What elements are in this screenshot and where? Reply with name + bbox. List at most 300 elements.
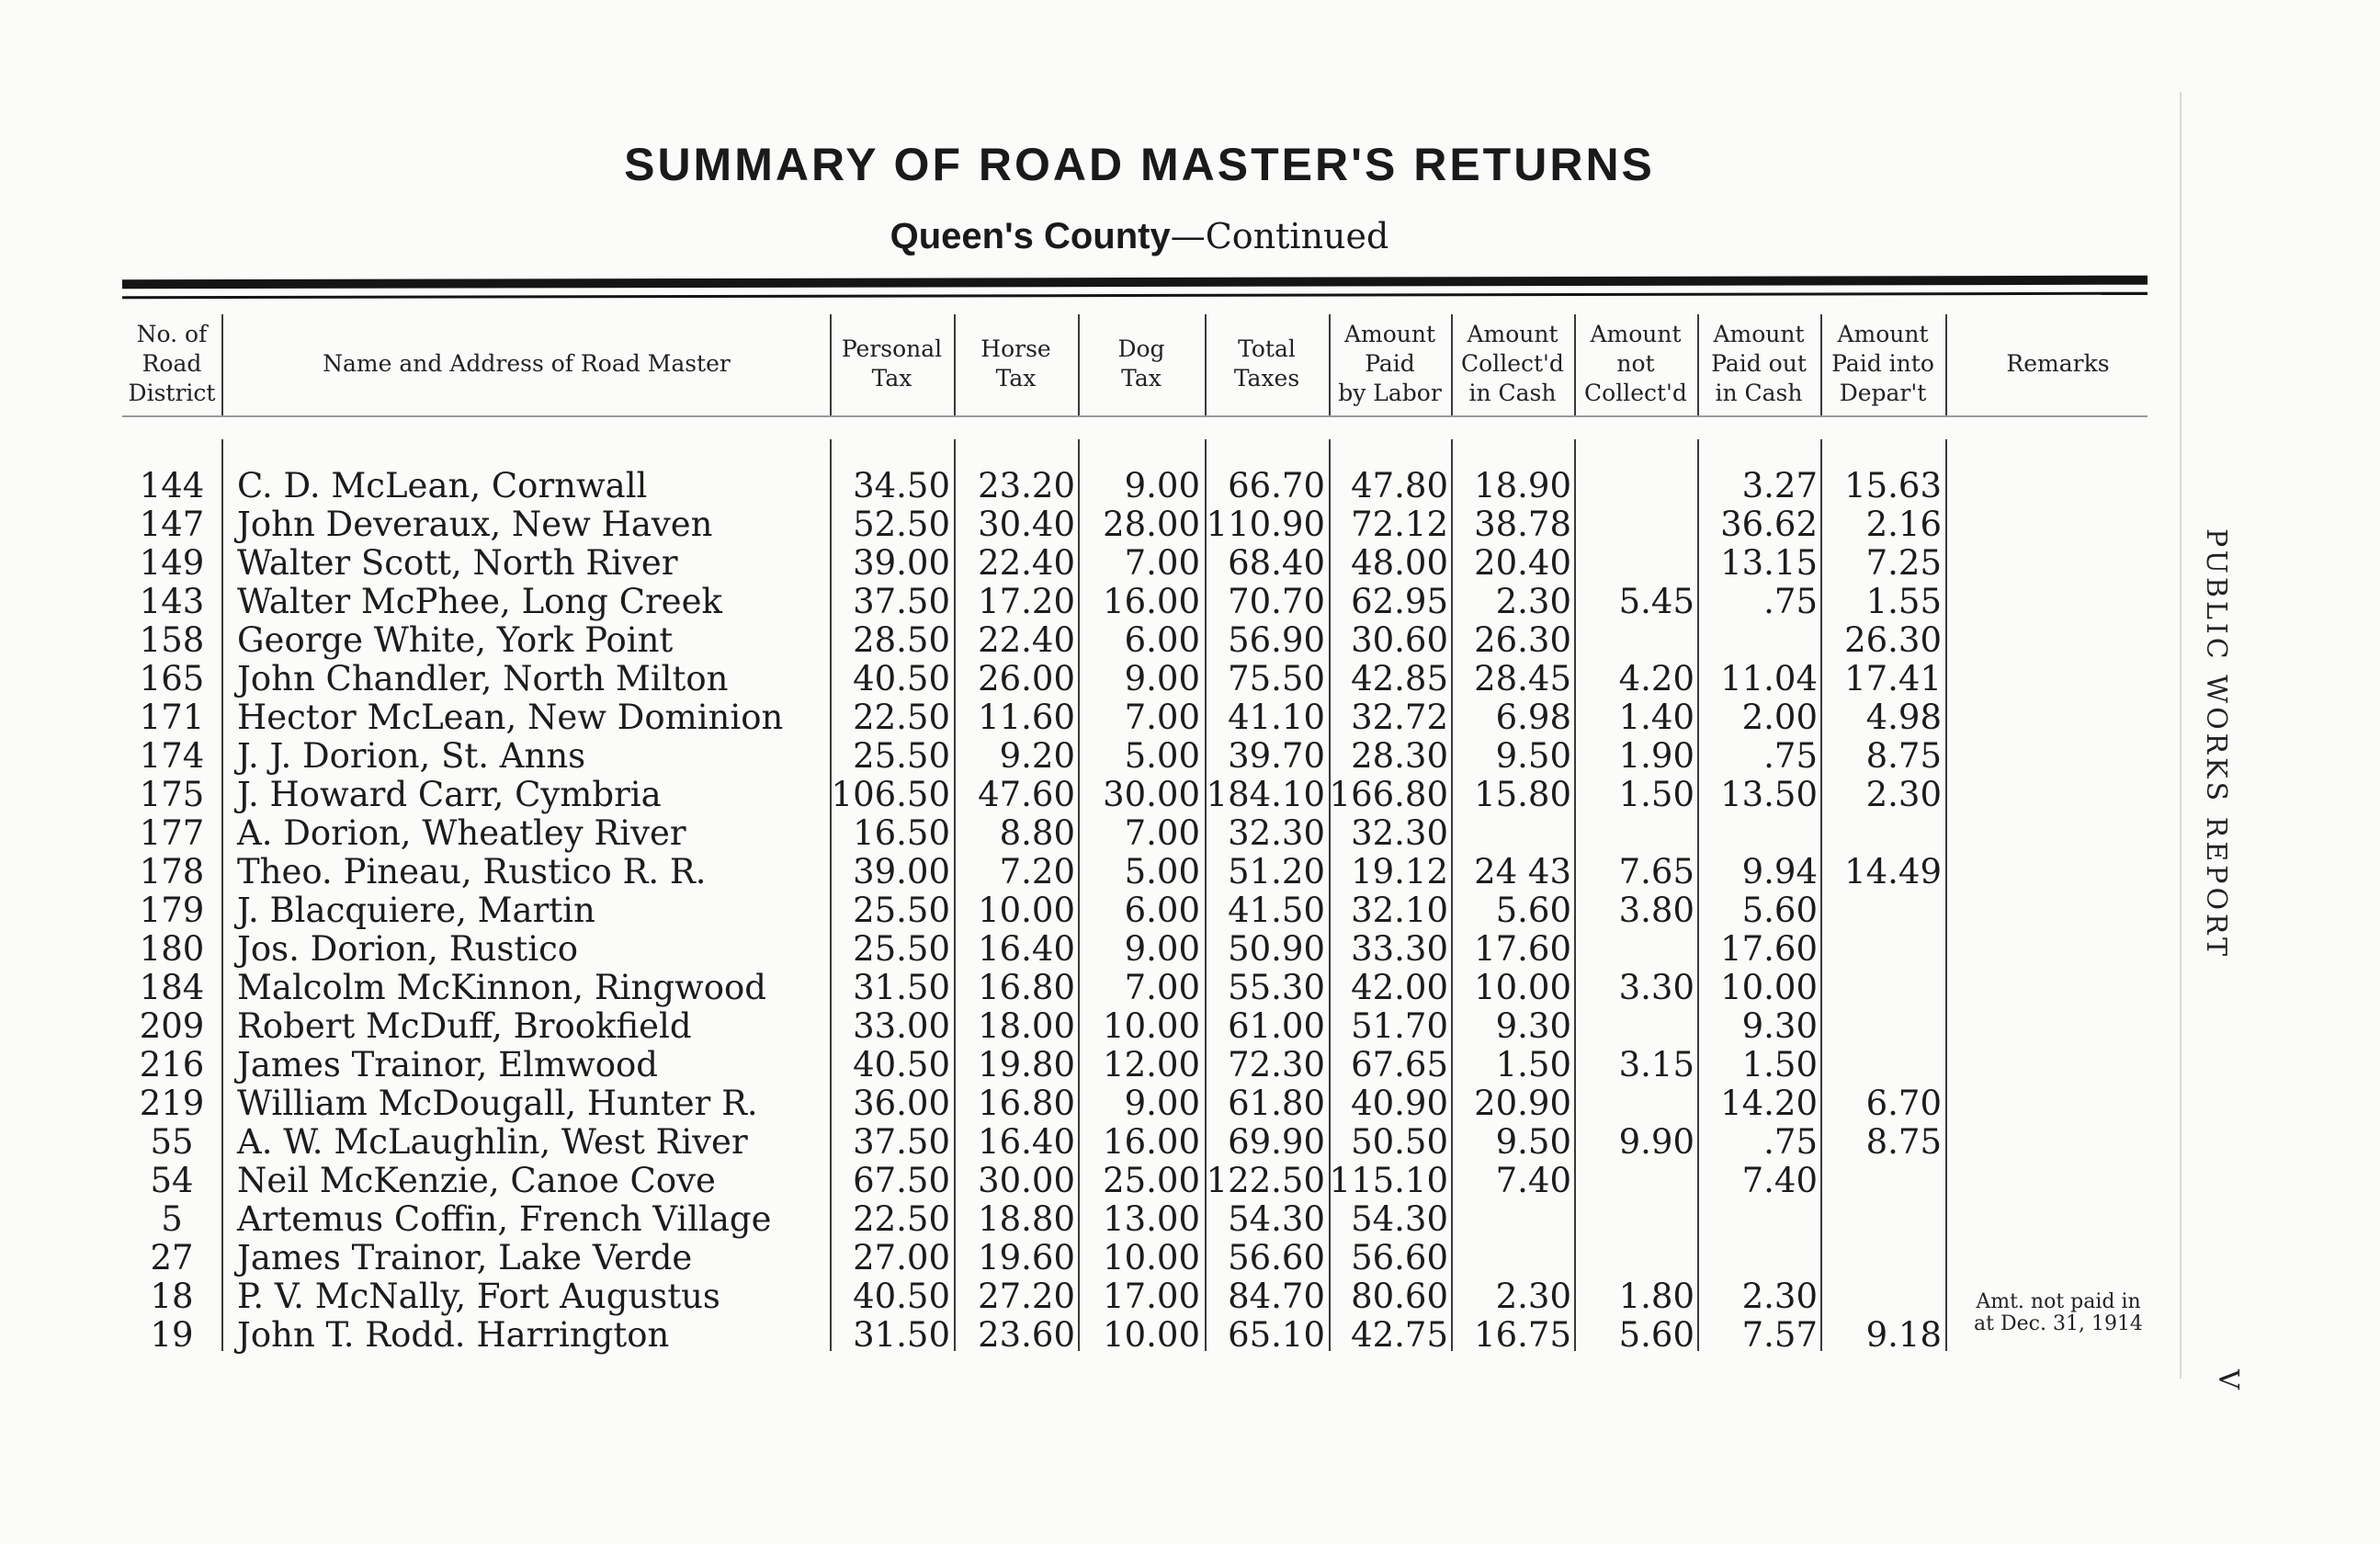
cell-dog-tax: 7.00 [1124,968,1200,1007]
header-remarks: Remarks [2006,350,2110,377]
cell-paid-out-cash: 9.94 [1741,852,1818,891]
cell-district-no: 209 [139,1006,205,1046]
cell-total-taxes: 41.10 [1228,698,1325,737]
cell-district-no: 54 [150,1161,194,1200]
cell-district-no: 144 [139,466,205,505]
cell-total-taxes: 56.90 [1228,620,1325,660]
cell-paid-out-cash: 14.20 [1720,1084,1818,1123]
cell-paid-out-cash: 7.40 [1741,1161,1818,1200]
thin-rule [122,292,2148,300]
cell-dog-tax: 12.00 [1103,1045,1200,1084]
cell-horse-tax: 30.00 [978,1161,1075,1200]
table-row [0,814,2380,853]
cell-total-taxes: 41.50 [1228,891,1325,930]
cell-paid-by-labor: 80.60 [1351,1277,1448,1316]
cell-district-no: 219 [139,1084,205,1123]
cell-collected-cash: 9.50 [1495,736,1571,776]
cell-paid-into-depart: 2.30 [1865,775,1942,814]
cell-paid-by-labor: 56.60 [1351,1238,1448,1277]
cell-horse-tax: 16.40 [978,1122,1075,1162]
cell-paid-into-depart: 4.98 [1865,698,1942,737]
cell-collected-cash [1452,1239,1571,1277]
cell-name-address: C. D. McLean, Cornwall [237,466,648,505]
page-letter: V [2212,1369,2244,1390]
table-row [0,969,2380,1007]
cell-paid-by-labor: 40.90 [1351,1084,1448,1123]
cell-dog-tax: 13.00 [1103,1199,1200,1239]
column-rule [1697,314,1699,415]
cell-not-collected: 7.65 [1618,852,1694,891]
table-row [0,660,2380,698]
cell-horse-tax: 8.80 [999,813,1075,853]
cell-collected-cash: 18.90 [1474,466,1571,505]
cell-paid-by-labor: 115.10 [1329,1161,1448,1200]
cell-paid-into-depart: 15.63 [1844,466,1942,505]
cell-horse-tax: 18.00 [978,1006,1075,1046]
cell-paid-out-cash: 2.30 [1741,1277,1818,1316]
cell-total-taxes: 68.40 [1228,543,1325,583]
column-rule [1205,314,1207,415]
cell-district-no: 174 [139,736,205,776]
cell-not-collected: 1.80 [1618,1277,1694,1316]
cell-name-address: A. Dorion, Wheatley River [237,813,686,853]
header-paid-out-cash: Amount Paid out in Cash [1711,321,1807,406]
cell-name-address: J. Howard Carr, Cymbria [237,775,662,814]
column-rule [1945,314,1947,415]
cell-paid-by-labor: 33.30 [1351,929,1448,969]
cell-collected-cash [1452,1200,1571,1239]
cell-name-address: John Deveraux, New Haven [237,505,713,544]
cell-district-no: 147 [139,505,205,544]
cell-total-taxes: 51.20 [1228,852,1325,891]
cell-paid-into-depart: 7.25 [1865,543,1942,583]
table-row [0,1239,2380,1277]
cell-district-no: 175 [139,775,205,814]
header-dog-tax: Dog Tax [1117,335,1165,392]
cell-dog-tax: 10.00 [1103,1238,1200,1277]
cell-total-taxes: 32.30 [1228,813,1325,853]
table-row [0,1200,2380,1239]
cell-total-taxes: 61.00 [1228,1006,1325,1046]
cell-not-collected: 1.90 [1618,736,1694,776]
cell-district-no: 5 [161,1199,183,1239]
table-row [0,1123,2380,1162]
table-row [0,891,2380,930]
cell-collected-cash: 9.50 [1495,1122,1571,1162]
header-paid-by-labor: Amount Paid by Labor [1338,321,1442,406]
cell-personal-tax: 39.00 [853,543,950,583]
cell-not-collected [1575,930,1694,969]
cell-horse-tax: 23.60 [978,1315,1075,1355]
table-row [0,505,2380,544]
table-row [0,1007,2380,1046]
cell-paid-by-labor: 47.80 [1351,466,1448,505]
cell-personal-tax: 25.50 [853,891,950,930]
cell-paid-by-labor: 62.95 [1351,582,1448,621]
cell-not-collected: 9.90 [1618,1122,1694,1162]
cell-paid-into-depart [1822,891,1942,930]
cell-total-taxes: 65.10 [1228,1315,1325,1355]
cell-paid-by-labor: 30.60 [1351,620,1448,660]
table-body [0,467,2380,1355]
cell-total-taxes: 184.10 [1206,775,1325,814]
cell-paid-by-labor: 32.72 [1351,698,1448,737]
cell-paid-into-depart [1822,1162,1942,1200]
cell-district-no: 18 [150,1277,194,1316]
cell-dog-tax: 16.00 [1103,582,1200,621]
cell-total-taxes: 66.70 [1228,466,1325,505]
cell-dog-tax: 5.00 [1124,736,1200,776]
cell-paid-by-labor: 67.65 [1351,1045,1448,1084]
header-total-taxes: Total Taxes [1233,335,1300,392]
cell-district-no: 149 [139,543,205,583]
cell-personal-tax: 40.50 [853,1277,950,1316]
cell-paid-into-depart: 8.75 [1865,736,1942,776]
cell-personal-tax: 27.00 [853,1238,950,1277]
cell-collected-cash: 20.40 [1474,543,1571,583]
cell-dog-tax: 9.00 [1124,929,1200,969]
cell-name-address: John T. Rodd. Harrington [237,1315,670,1355]
cell-not-collected [1575,814,1694,853]
cell-name-address: John Chandler, North Milton [237,659,729,698]
cell-paid-out-cash: 11.04 [1720,659,1818,698]
cell-dog-tax: 7.00 [1124,543,1200,583]
cell-paid-into-depart [1822,1239,1942,1277]
cell-district-no: 165 [139,659,205,698]
cell-paid-by-labor: 32.30 [1351,813,1448,853]
cell-name-address: P. V. McNally, Fort Augustus [237,1277,720,1316]
cell-horse-tax: 27.20 [978,1277,1075,1316]
cell-paid-into-depart: 2.16 [1865,505,1942,544]
table-row [0,1046,2380,1084]
cell-paid-by-labor: 166.80 [1329,775,1448,814]
cell-collected-cash: 17.60 [1474,929,1571,969]
cell-paid-out-cash: 2.00 [1741,698,1818,737]
header-collected-cash: Amount Collect'd in Cash [1461,321,1564,406]
cell-paid-out-cash: 9.30 [1741,1006,1818,1046]
page-subtitle [0,216,2279,257]
column-rule [1451,314,1453,415]
cell-total-taxes: 84.70 [1228,1277,1325,1316]
cell-paid-into-depart [1822,814,1942,853]
table-row [0,930,2380,969]
subtitle-continued: —Continued [1170,216,1389,256]
cell-horse-tax: 18.80 [978,1199,1075,1239]
subtitle-county: Queen's County [890,216,1171,256]
cell-paid-out-cash: 13.15 [1720,543,1818,583]
cell-collected-cash: 15.80 [1474,775,1571,814]
column-rule [1329,314,1331,415]
cell-not-collected: 3.15 [1618,1045,1694,1084]
cell-personal-tax: 36.00 [853,1084,950,1123]
cell-dog-tax: 9.00 [1124,1084,1200,1123]
cell-paid-by-labor: 19.12 [1351,852,1448,891]
cell-personal-tax: 67.50 [853,1161,950,1200]
cell-paid-into-depart [1822,930,1942,969]
cell-not-collected: 1.50 [1618,775,1694,814]
cell-collected-cash: 16.75 [1474,1315,1571,1355]
column-rule [1078,314,1080,415]
cell-personal-tax: 37.50 [853,1122,950,1162]
cell-horse-tax: 10.00 [978,891,1075,930]
column-rule [1574,314,1576,415]
cell-district-no: 27 [150,1238,194,1277]
cell-total-taxes: 69.90 [1228,1122,1325,1162]
cell-horse-tax: 16.80 [978,968,1075,1007]
cell-dog-tax: 17.00 [1103,1277,1200,1316]
cell-name-address: J. J. Dorion, St. Anns [237,736,586,776]
cell-paid-into-depart: 1.55 [1865,582,1942,621]
table-row [0,1084,2380,1123]
header-rule [122,415,2148,417]
cell-collected-cash: 10.00 [1474,968,1571,1007]
cell-horse-tax: 17.20 [978,582,1075,621]
cell-collected-cash: 7.40 [1495,1161,1571,1200]
cell-paid-by-labor: 32.10 [1351,891,1448,930]
cell-paid-by-labor: 51.70 [1351,1006,1448,1046]
header-paid-into-depart: Amount Paid into Depar't [1831,321,1934,406]
column-rule [954,314,956,415]
cell-district-no: 19 [150,1315,194,1355]
cell-paid-into-depart: 8.75 [1865,1122,1942,1162]
cell-horse-tax: 19.80 [978,1045,1075,1084]
cell-paid-into-depart: 9.18 [1865,1315,1942,1355]
column-rule [221,314,223,415]
cell-horse-tax: 16.40 [978,929,1075,969]
cell-personal-tax: 40.50 [853,1045,950,1084]
cell-dog-tax: 6.00 [1124,891,1200,930]
cell-not-collected [1575,467,1694,505]
cell-horse-tax: 23.20 [978,466,1075,505]
cell-collected-cash: 6.98 [1495,698,1571,737]
cell-district-no: 171 [139,698,205,737]
cell-total-taxes: 70.70 [1228,582,1325,621]
cell-horse-tax: 22.40 [978,543,1075,583]
cell-name-address: Hector McLean, New Dominion [237,698,784,737]
cell-personal-tax: 33.00 [853,1006,950,1046]
header-name-address: Name and Address of Road Master [323,350,731,377]
table-row [0,467,2380,505]
cell-paid-out-cash [1698,1239,1818,1277]
cell-name-address: J. Blacquiere, Martin [237,891,595,930]
cell-district-no: 178 [139,852,205,891]
column-rule [830,314,832,415]
table-row [0,544,2380,583]
cell-collected-cash: 28.45 [1474,659,1571,698]
cell-paid-out-cash: 7.57 [1741,1315,1818,1355]
table-row [0,621,2380,660]
cell-paid-out-cash [1698,1200,1818,1239]
cell-dog-tax: 5.00 [1124,852,1200,891]
cell-name-address: George White, York Point [237,620,674,660]
cell-district-no: 158 [139,620,205,660]
cell-district-no: 177 [139,813,205,853]
cell-total-taxes: 54.30 [1228,1199,1325,1239]
table-row [0,583,2380,621]
cell-collected-cash: 38.78 [1474,505,1571,544]
cell-paid-by-labor: 42.85 [1351,659,1448,698]
cell-name-address: A. W. McLaughlin, West River [237,1122,748,1162]
cell-name-address: William McDougall, Hunter R. [237,1084,758,1123]
cell-district-no: 179 [139,891,205,930]
cell-paid-into-depart: 14.49 [1844,852,1942,891]
cell-total-taxes: 55.30 [1228,968,1325,1007]
page-title: SUMMARY OF ROAD MASTER'S RETURNS [624,139,1655,190]
cell-dog-tax: 25.00 [1103,1161,1200,1200]
cell-personal-tax: 22.50 [853,1199,950,1239]
header-not-collected: Amount not Collect'd [1584,321,1687,406]
cell-total-taxes: 75.50 [1228,659,1325,698]
header-district-no: No. of Road District [128,321,216,406]
cell-not-collected: 4.20 [1618,659,1694,698]
cell-paid-by-labor: 28.30 [1351,736,1448,776]
cell-dog-tax: 9.00 [1124,659,1200,698]
cell-not-collected [1575,1162,1694,1200]
cell-total-taxes: 122.50 [1206,1161,1325,1200]
cell-paid-by-labor: 42.75 [1351,1315,1448,1355]
cell-personal-tax: 52.50 [853,505,950,544]
cell-paid-out-cash: .75 [1763,1122,1818,1162]
cell-paid-by-labor: 54.30 [1351,1199,1448,1239]
cell-district-no: 180 [139,929,205,969]
cell-paid-into-depart [1822,1200,1942,1239]
cell-personal-tax: 34.50 [853,466,950,505]
cell-dog-tax: 30.00 [1103,775,1200,814]
cell-collected-cash: 5.60 [1495,891,1571,930]
cell-total-taxes: 72.30 [1228,1045,1325,1084]
cell-personal-tax: 28.50 [853,620,950,660]
cell-district-no: 184 [139,968,205,1007]
cell-paid-out-cash [1698,814,1818,853]
cell-dog-tax: 6.00 [1124,620,1200,660]
cell-dog-tax: 16.00 [1103,1122,1200,1162]
table-row [0,853,2380,891]
cell-horse-tax: 7.20 [999,852,1075,891]
cell-horse-tax: 16.80 [978,1084,1075,1123]
cell-paid-into-depart [1822,1277,1942,1316]
cell-paid-out-cash: 17.60 [1720,929,1818,969]
cell-paid-into-depart: 26.30 [1844,620,1942,660]
cell-name-address: Walter McPhee, Long Creek [237,582,722,621]
cell-paid-into-depart [1822,1007,1942,1046]
cell-not-collected [1575,1084,1694,1123]
cell-paid-by-labor: 42.00 [1351,968,1448,1007]
cell-horse-tax: 47.60 [978,775,1075,814]
cell-dog-tax: 10.00 [1103,1006,1200,1046]
remark-note: Amt. not paid in at Dec. 31, 1914 [1974,1290,2143,1335]
cell-paid-out-cash [1698,621,1818,660]
header-personal-tax: Personal Tax [841,335,943,392]
cell-name-address: Malcolm McKinnon, Ringwood [237,968,766,1007]
cell-collected-cash: 2.30 [1495,582,1571,621]
cell-horse-tax: 19.60 [978,1238,1075,1277]
cell-paid-out-cash: 5.60 [1741,891,1818,930]
cell-collected-cash: 24 43 [1474,852,1571,891]
cell-not-collected [1575,544,1694,583]
cell-not-collected: 3.30 [1618,968,1694,1007]
cell-personal-tax: 22.50 [853,698,950,737]
table-row [0,737,2380,776]
cell-paid-out-cash: 36.62 [1720,505,1818,544]
cell-paid-by-labor: 50.50 [1351,1122,1448,1162]
cell-paid-by-labor: 72.12 [1351,505,1448,544]
cell-personal-tax: 16.50 [853,813,950,853]
cell-name-address: Walter Scott, North River [237,543,678,583]
cell-dog-tax: 10.00 [1103,1315,1200,1355]
cell-collected-cash: 20.90 [1474,1084,1571,1123]
cell-paid-into-depart: 6.70 [1865,1084,1942,1123]
cell-paid-by-labor: 48.00 [1351,543,1448,583]
table-header [0,312,2380,415]
cell-horse-tax: 26.00 [978,659,1075,698]
column-rule [1820,314,1822,415]
cell-name-address: Theo. Pineau, Rustico R. R. [237,852,707,891]
cell-name-address: Artemus Coffin, French Village [237,1199,772,1239]
cell-dog-tax: 9.00 [1124,466,1200,505]
cell-personal-tax: 39.00 [853,852,950,891]
cell-paid-out-cash: .75 [1763,582,1818,621]
cell-collected-cash: 9.30 [1495,1006,1571,1046]
cell-total-taxes: 50.90 [1228,929,1325,969]
cell-paid-out-cash: 3.27 [1741,466,1818,505]
cell-horse-tax: 22.40 [978,620,1075,660]
table-row [0,698,2380,737]
cell-paid-into-depart [1822,1046,1942,1084]
cell-paid-out-cash: 13.50 [1720,775,1818,814]
cell-paid-out-cash: .75 [1763,736,1818,776]
cell-name-address: James Trainor, Lake Verde [237,1238,693,1277]
cell-not-collected: 1.40 [1618,698,1694,737]
cell-not-collected: 5.45 [1618,582,1694,621]
cell-paid-out-cash: 10.00 [1720,968,1818,1007]
cell-collected-cash: 2.30 [1495,1277,1571,1316]
cell-personal-tax: 106.50 [831,775,950,814]
cell-name-address: Jos. Dorion, Rustico [237,929,579,969]
cell-personal-tax: 25.50 [853,736,950,776]
cell-dog-tax: 7.00 [1124,813,1200,853]
cell-personal-tax: 31.50 [853,1315,950,1355]
cell-name-address: Neil McKenzie, Canoe Cove [237,1161,716,1200]
running-head-vertical: PUBLIC WORKS REPORT [2200,528,2232,960]
cell-total-taxes: 39.70 [1228,736,1325,776]
cell-total-taxes: 56.60 [1228,1238,1325,1277]
cell-not-collected [1575,1239,1694,1277]
cell-personal-tax: 25.50 [853,929,950,969]
cell-dog-tax: 28.00 [1103,505,1200,544]
cell-horse-tax: 9.20 [999,736,1075,776]
cell-dog-tax: 7.00 [1124,698,1200,737]
cell-not-collected: 5.60 [1618,1315,1694,1355]
cell-horse-tax: 30.40 [978,505,1075,544]
cell-name-address: Robert McDuff, Brookfield [237,1006,692,1046]
cell-personal-tax: 31.50 [853,968,950,1007]
table-row [0,776,2380,814]
cell-name-address: James Trainor, Elmwood [237,1045,658,1084]
cell-not-collected [1575,505,1694,544]
cell-not-collected [1575,1200,1694,1239]
cell-district-no: 143 [139,582,205,621]
cell-paid-into-depart [1822,969,1942,1007]
cell-not-collected: 3.80 [1618,891,1694,930]
cell-personal-tax: 40.50 [853,659,950,698]
table-row [0,1162,2380,1200]
cell-total-taxes: 110.90 [1206,505,1325,544]
heavy-rule [122,276,2148,290]
cell-collected-cash: 26.30 [1474,620,1571,660]
cell-paid-out-cash: 1.50 [1741,1045,1818,1084]
cell-collected-cash [1452,814,1571,853]
cell-not-collected [1575,621,1694,660]
